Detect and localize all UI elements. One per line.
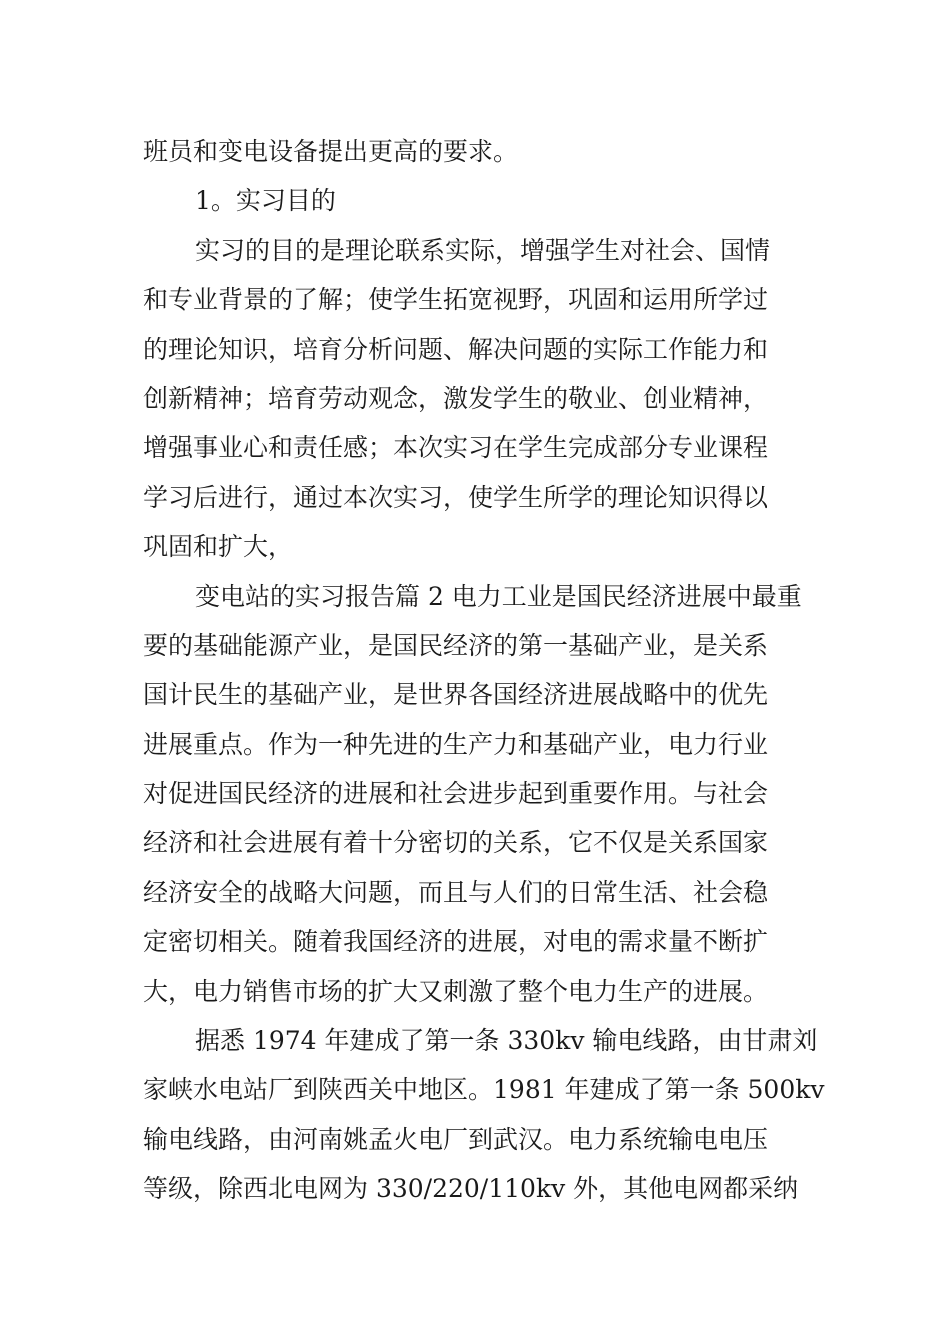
text-line: 进展重点。作为一种先进的生产力和基础产业，电力行业 xyxy=(143,729,769,759)
text-line: 经济安全的战略大问题，而且与人们的日常生活、社会稳 xyxy=(143,877,769,907)
text-line: 增强事业心和责任感；本次实习在学生完成部分专业课程 xyxy=(143,433,769,463)
text-line: 据悉 1974 年建成了第一条 330kv 输电线路，由甘肃刘 xyxy=(195,1026,818,1056)
text-line: 输电线路，由河南姚孟火电厂到武汉。电力系统输电电压 xyxy=(143,1124,769,1154)
text-line: 和专业背景的了解；使学生拓宽视野，巩固和运用所学过 xyxy=(143,285,769,315)
text-line: 班员和变电设备提出更高的要求。 xyxy=(143,137,519,166)
text-line: 学习后进行，通过本次实习，使学生所学的理论知识得以 xyxy=(143,482,769,512)
text-line: 大，电力销售市场的扩大又刺激了整个电力生产的进展。 xyxy=(143,976,769,1006)
section-heading: 1。实习目的 xyxy=(195,186,336,216)
text-line: 国计民生的基础产业，是世界各国经济进展战略中的优先 xyxy=(143,680,769,710)
text-line: 等级，除西北电网为 330/220/110kv 外，其他电网都采纳 xyxy=(143,1174,799,1204)
text-line: 要的基础能源产业，是国民经济的第一基础产业，是关系 xyxy=(143,630,769,660)
text-line: 经济和社会进展有着十分密切的关系，它不仅是关系国家 xyxy=(143,828,769,858)
text-line: 对促进国民经济的进展和社会进步起到重要作用。与社会 xyxy=(143,779,769,809)
text-line: 巩固和扩大， xyxy=(143,532,294,562)
text-line: 变电站的实习报告篇 2 电力工业是国民经济进展中最重 xyxy=(195,581,802,611)
text-line: 定密切相关。随着我国经济的进展，对电的需求量不断扩 xyxy=(143,927,769,957)
body-text xyxy=(143,127,825,1214)
text-line: 创新精神；培育劳动观念，激发学生的敬业、创业精神， xyxy=(143,383,769,413)
text-line: 家峡水电站厂到陕西关中地区。1981 年建成了第一条 500kv xyxy=(143,1075,825,1105)
text-line: 实习的目的是理论联系实际，增强学生对社会、国情 xyxy=(195,235,771,265)
text-line: 的理论知识，培育分析问题、解决问题的实际工作能力和 xyxy=(143,334,769,364)
